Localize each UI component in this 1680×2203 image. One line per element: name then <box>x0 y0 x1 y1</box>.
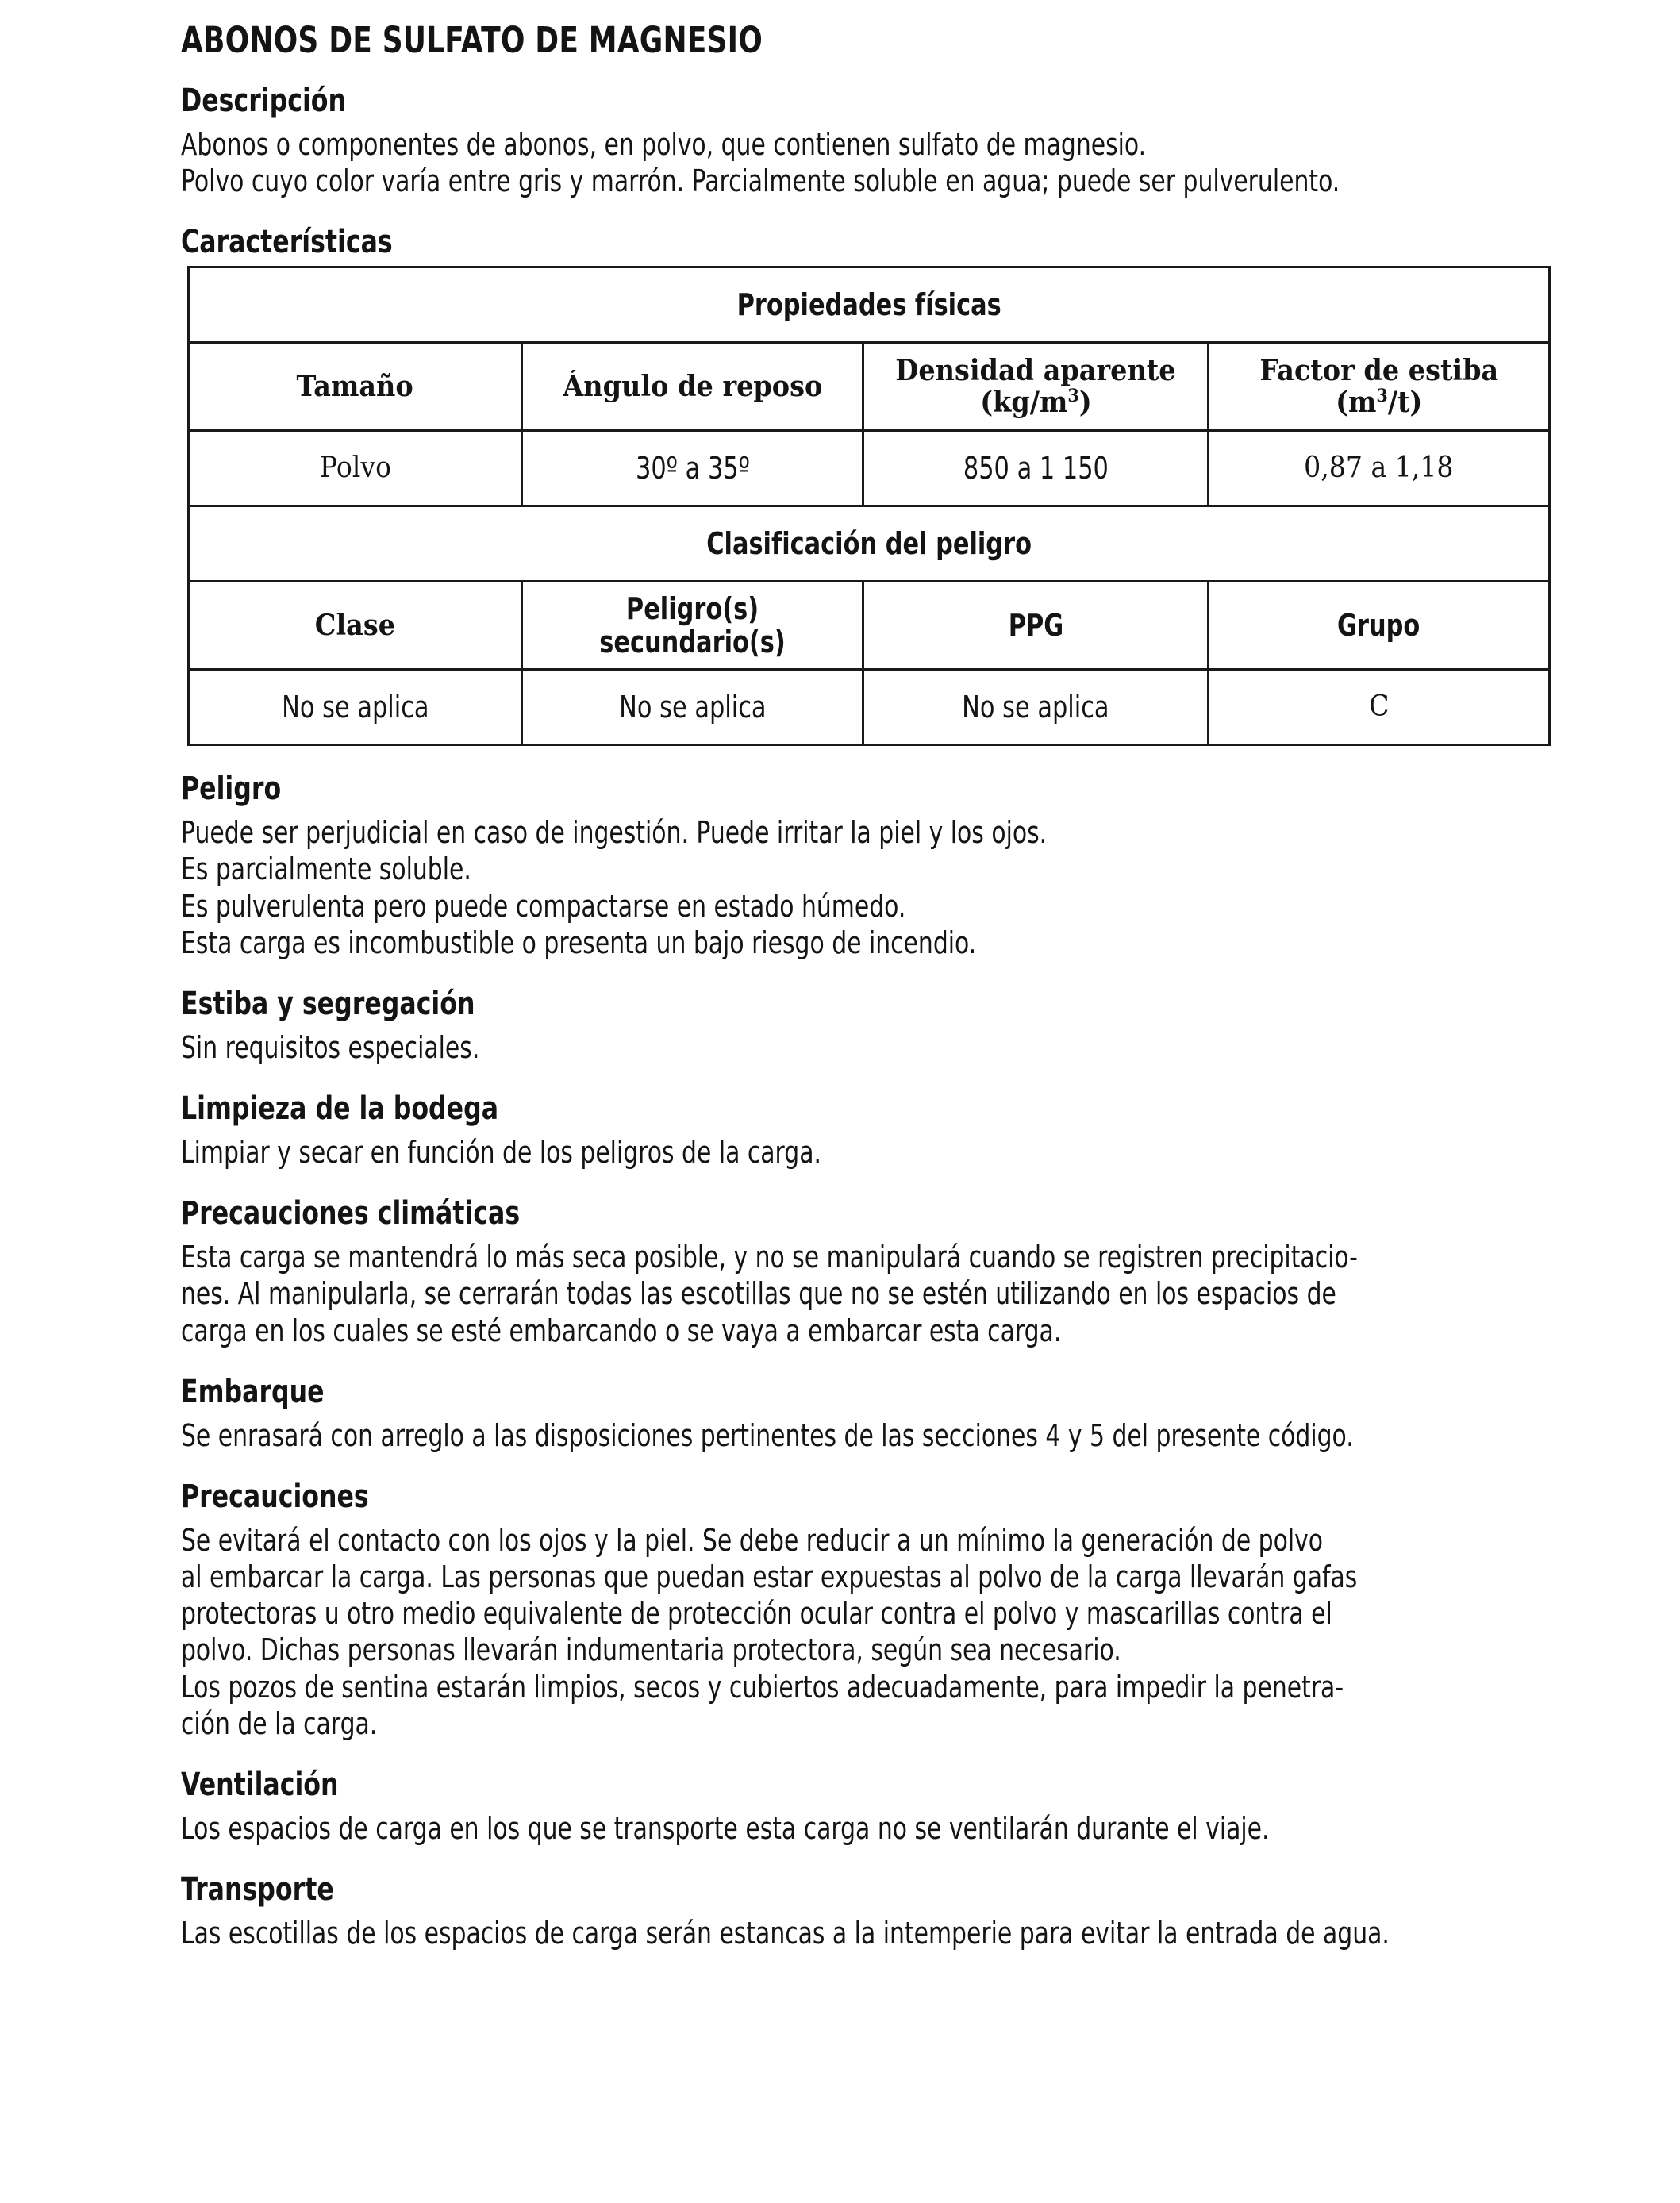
value-cell-ppg <box>863 670 1209 745</box>
paragraph-line: Puede ser perjudicial en caso de ingestión. Puede irritar la piel y los ojos. <box>181 815 1048 851</box>
cell-value: Polvo <box>319 452 391 485</box>
header-cell-factor-estiba <box>1209 343 1550 431</box>
header-label: Ángulo de reposo <box>562 370 823 404</box>
cell-value: 0,87 a 1,18 <box>1304 452 1454 485</box>
header-label: Peligro(s) <box>625 590 759 626</box>
paragraph-line: Es parcialmente soluble. <box>181 852 471 887</box>
header-cell-ppg <box>863 582 1209 670</box>
value-cell-clase <box>189 670 522 745</box>
section-ventilacion <box>181 1766 1545 1847</box>
paragraph-line: Los pozos de sentina estarán limpios, secos y cubiertos adecuadamente, para impedir la penetra- <box>181 1669 1344 1705</box>
paragraph-line: polvo. Dichas personas llevarán indumentaria protectora, según sea necesario. <box>181 1632 1121 1668</box>
paragraph-line: ción de la carga. <box>181 1705 378 1741</box>
table-row <box>189 582 1550 670</box>
section-heading-descripcion: Descripción <box>181 83 347 119</box>
value-cell-densidad <box>863 431 1209 506</box>
paragraph-line: Se enrasará con arreglo a las disposiciones pertinentes de las secciones 4 y 5 del presente código. <box>181 1417 1354 1453</box>
cell-value: No se aplica <box>618 690 767 725</box>
page-title: ABONOS DE SULFATO DE MAGNESIO <box>181 19 763 61</box>
section-heading-precauciones: Precauciones <box>181 1478 369 1515</box>
section-peligro <box>181 773 1545 961</box>
section-heading-ventilacion: Ventilación <box>181 1766 339 1803</box>
characteristics-table <box>187 266 1551 746</box>
header-label-units <box>1336 386 1422 418</box>
table-row <box>189 670 1550 745</box>
value-cell-factor-estiba <box>1209 431 1550 506</box>
table-row <box>189 431 1550 506</box>
cell-value: 30º a 35º <box>635 451 750 486</box>
section-limpieza-bodega <box>181 1090 1545 1171</box>
paragraph-line: Sin requisitos especiales. <box>181 1029 480 1065</box>
cell-value: No se aplica <box>281 690 429 725</box>
section-heading-transporte: Transporte <box>181 1870 334 1908</box>
section-precauciones <box>181 1478 1545 1742</box>
header-cell-grupo <box>1209 582 1550 670</box>
units-exponent: 3 <box>1067 386 1079 407</box>
section-heading-limpieza-bodega: Limpieza de la bodega <box>181 1090 499 1128</box>
section-descripcion <box>181 85 1545 199</box>
value-cell-peligros-secundarios <box>522 670 863 745</box>
cell-value: 850 a 1 150 <box>963 451 1109 486</box>
header-cell-densidad <box>863 343 1209 431</box>
header-label: PPG <box>1008 608 1063 644</box>
paragraph-line: Abonos o componentes de abonos, en polvo, que contienen sulfato de magnesio. <box>181 127 1147 162</box>
units-prefix: (m <box>1335 386 1377 420</box>
value-cell-angulo <box>522 431 863 506</box>
physical-properties-banner <box>189 267 1550 343</box>
table-row <box>189 343 1550 431</box>
paragraph-line: al embarcar la carga. Las personas que puedan estar expuestas al polvo de la carga llevarán gafas <box>181 1559 1358 1595</box>
paragraph-line: Los espacios de carga en los que se transporte esta carga no se ventilarán durante el viaje. <box>181 1810 1270 1846</box>
header-label: Clase <box>314 609 396 643</box>
section-heading-estiba-segregacion: Estiba y segregación <box>181 985 475 1022</box>
banner-label: Propiedades físicas <box>736 287 1001 323</box>
header-label-units <box>980 386 1091 418</box>
section-caracteristicas <box>181 226 1545 746</box>
paragraph-line: Las escotillas de los espacios de carga serán estancas a la intemperie para evitar la entrada de agua. <box>181 1915 1390 1951</box>
header-label: Densidad aparente <box>895 354 1176 387</box>
value-cell-grupo <box>1209 670 1550 745</box>
header-cell-tamano <box>189 343 522 431</box>
units-suffix: ) <box>1078 386 1092 420</box>
section-heading-peligro: Peligro <box>181 771 282 808</box>
section-heading-precauciones-climaticas: Precauciones climáticas <box>181 1195 521 1232</box>
units-suffix: /t) <box>1387 386 1423 420</box>
paragraph-line: Polvo cuyo color varía entre gris y marrón. Parcialmente soluble en agua; puede ser pulverulento. <box>181 163 1340 199</box>
value-cell-tamano <box>189 431 522 506</box>
header-cell-angulo <box>522 343 863 431</box>
hazard-classification-banner <box>189 506 1550 582</box>
section-heading-caracteristicas: Características <box>181 224 393 261</box>
units-prefix: (kg/m <box>979 386 1067 420</box>
header-label: Factor de estiba <box>1259 354 1498 387</box>
header-cell-peligros-secundarios <box>522 582 863 670</box>
section-estiba-segregacion <box>181 985 1545 1066</box>
units-exponent: 3 <box>1376 386 1388 407</box>
paragraph-line: Limpiar y secar en función de los peligros de la carga. <box>181 1135 822 1171</box>
table-row <box>189 267 1550 343</box>
paragraph-line: Esta carga se mantendrá lo más seca posible, y no se manipulará cuando se registren precipitacio- <box>181 1240 1358 1275</box>
paragraph-line: carga en los cuales se esté embarcando o se vaya a embarcar esta carga. <box>181 1313 1062 1348</box>
section-embarque <box>181 1373 1545 1454</box>
section-transporte <box>181 1870 1545 1951</box>
cell-value: No se aplica <box>962 690 1109 725</box>
paragraph-line: Se evitará el contacto con los ojos y la piel. Se debe reducir a un mínimo la generación de polvo <box>181 1522 1324 1558</box>
header-cell-clase <box>189 582 522 670</box>
header-label: secundario(s) <box>599 625 786 660</box>
paragraph-line: protectoras u otro medio equivalente de protección ocular contra el polvo y mascarillas contra el <box>181 1596 1332 1632</box>
cell-value: C <box>1368 690 1390 724</box>
header-label: Tamaño <box>296 370 414 404</box>
header-label: Grupo <box>1337 608 1421 644</box>
section-precauciones-climaticas <box>181 1195 1545 1348</box>
paragraph-line: Esta carga es incombustible o presenta un bajo riesgo de incendio. <box>181 925 977 960</box>
section-heading-embarque: Embarque <box>181 1373 325 1410</box>
paragraph-line: nes. Al manipularla, se cerrarán todas las escotillas que no se estén utilizando en los espacios de <box>181 1276 1336 1312</box>
table-row <box>189 506 1550 582</box>
paragraph-line: Es pulverulenta pero puede compactarse en estado húmedo. <box>181 888 906 924</box>
banner-label: Clasificación del peligro <box>706 526 1032 562</box>
